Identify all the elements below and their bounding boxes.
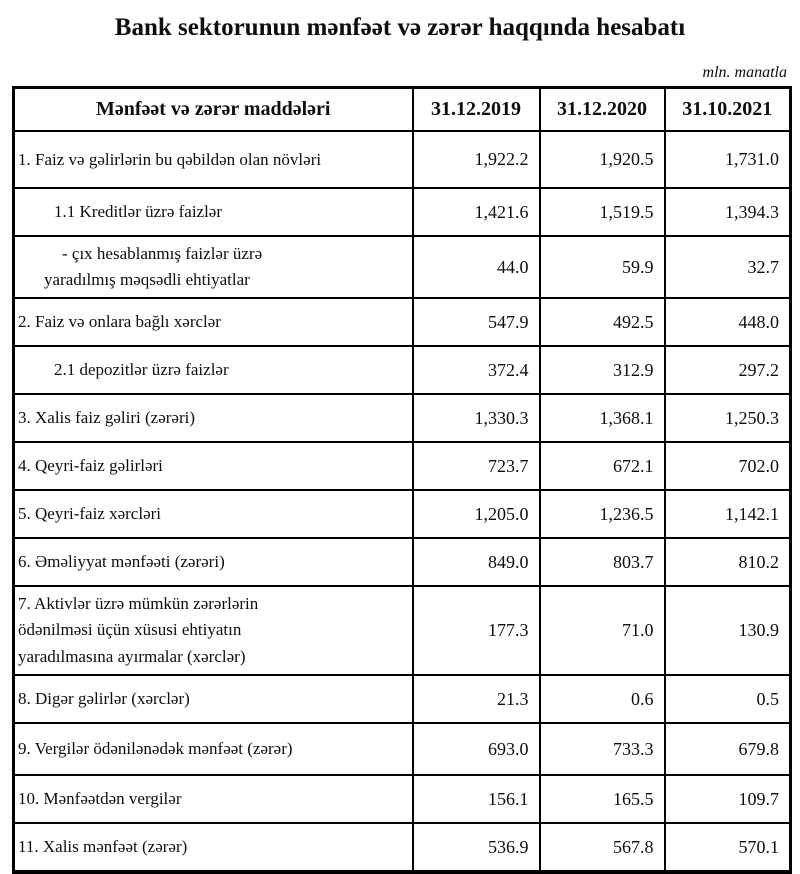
- cell-value: 1,920.5: [540, 131, 665, 188]
- cell-value: 71.0: [540, 586, 665, 675]
- cell-value: 849.0: [413, 538, 540, 586]
- cell-value: 297.2: [665, 346, 791, 394]
- profit-loss-table: [12, 86, 792, 874]
- cell-value: 372.4: [413, 346, 540, 394]
- table-row: [14, 723, 791, 775]
- row-label: 11. Xalis mənfəət (zərər): [18, 837, 188, 856]
- row-label: 1. Faiz və gəlirlərin bu qəbildən olan növləri: [18, 149, 322, 169]
- cell-value: 803.7: [540, 538, 665, 586]
- row-label: 7. Aktivlər üzrə mümkün zərərlərin ödənilməsi üçün xüsusi ehtiyatın yaradılmasına ayırmalar (xərclər): [18, 593, 259, 666]
- cell-value: 130.9: [665, 586, 791, 675]
- table-row: [14, 236, 791, 298]
- cell-value: 1,922.2: [413, 131, 540, 188]
- row-label: 5. Qeyri-faiz xərcləri: [18, 504, 161, 523]
- report-title: Bank sektorunun mənfəət və zərər haqqında hesabatı: [114, 14, 686, 41]
- column-header-2019: 31.12.2019: [413, 88, 540, 132]
- row-label: 6. Əməliyyat mənfəəti (zərəri): [18, 552, 225, 571]
- cell-value: 177.3: [413, 586, 540, 675]
- cell-value: 1,142.1: [665, 490, 791, 538]
- table-row: [14, 586, 791, 675]
- table-row: [14, 188, 791, 236]
- report-page: [0, 14, 800, 872]
- cell-value: 810.2: [665, 538, 791, 586]
- row-label: 10. Mənfəətdən vergilər: [18, 789, 182, 808]
- cell-value: 109.7: [665, 775, 791, 823]
- cell-value: 312.9: [540, 346, 665, 394]
- cell-value: 0.6: [540, 675, 665, 723]
- cell-value: 1,731.0: [665, 131, 791, 188]
- column-header-items: Mənfəət və zərər maddələri: [14, 88, 413, 132]
- cell-value: 567.8: [540, 823, 665, 872]
- table-header-row: [14, 88, 791, 132]
- row-label: 1.1 Kreditlər üzrə faizlər: [54, 202, 223, 221]
- cell-value: 1,250.3: [665, 394, 791, 442]
- table-row: [14, 131, 791, 188]
- cell-value: 1,519.5: [540, 188, 665, 236]
- table-row: [14, 442, 791, 490]
- cell-value: 165.5: [540, 775, 665, 823]
- cell-value: 536.9: [413, 823, 540, 872]
- row-label: 4. Qeyri-faiz gəlirləri: [18, 456, 163, 475]
- table-row: [14, 823, 791, 872]
- cell-value: 1,394.3: [665, 188, 791, 236]
- table-row: [14, 538, 791, 586]
- cell-value: 44.0: [413, 236, 540, 298]
- table-row: [14, 298, 791, 346]
- cell-value: 492.5: [540, 298, 665, 346]
- cell-value: 733.3: [540, 723, 665, 775]
- row-label: 9. Vergilər ödənilənədək mənfəət (zərər): [18, 739, 293, 758]
- table-row: [14, 675, 791, 723]
- cell-value: 570.1: [665, 823, 791, 872]
- table-row: [14, 775, 791, 823]
- cell-value: 693.0: [413, 723, 540, 775]
- cell-value: 1,330.3: [413, 394, 540, 442]
- column-header-2021: 31.10.2021: [665, 88, 791, 132]
- cell-value: 448.0: [665, 298, 791, 346]
- cell-value: 156.1: [413, 775, 540, 823]
- cell-value: 0.5: [665, 675, 791, 723]
- cell-value: 1,368.1: [540, 394, 665, 442]
- row-label: 3. Xalis faiz gəliri (zərəri): [18, 408, 195, 427]
- row-label: 8. Digər gəlirlər (xərclər): [18, 689, 190, 708]
- row-label: 2. Faiz və onlara bağlı xərclər: [18, 312, 221, 331]
- table-row: [14, 490, 791, 538]
- column-header-2020: 31.12.2020: [540, 88, 665, 132]
- row-label: 2.1 depozitlər üzrə faizlər: [54, 360, 229, 379]
- cell-value: 672.1: [540, 442, 665, 490]
- cell-value: 723.7: [413, 442, 540, 490]
- table-row: [14, 394, 791, 442]
- cell-value: 1,236.5: [540, 490, 665, 538]
- unit-note: mln. manatla: [702, 64, 787, 81]
- cell-value: 547.9: [413, 298, 540, 346]
- cell-value: 702.0: [665, 442, 791, 490]
- cell-value: 679.8: [665, 723, 791, 775]
- cell-value: 1,421.6: [413, 188, 540, 236]
- table-row: [14, 346, 791, 394]
- cell-value: 21.3: [413, 675, 540, 723]
- cell-value: 59.9: [540, 236, 665, 298]
- cell-value: 32.7: [665, 236, 791, 298]
- row-label: - çıx hesablanmış faizlər üzrə yaradılmış məqsədli ehtiyatlar: [44, 243, 263, 289]
- cell-value: 1,205.0: [413, 490, 540, 538]
